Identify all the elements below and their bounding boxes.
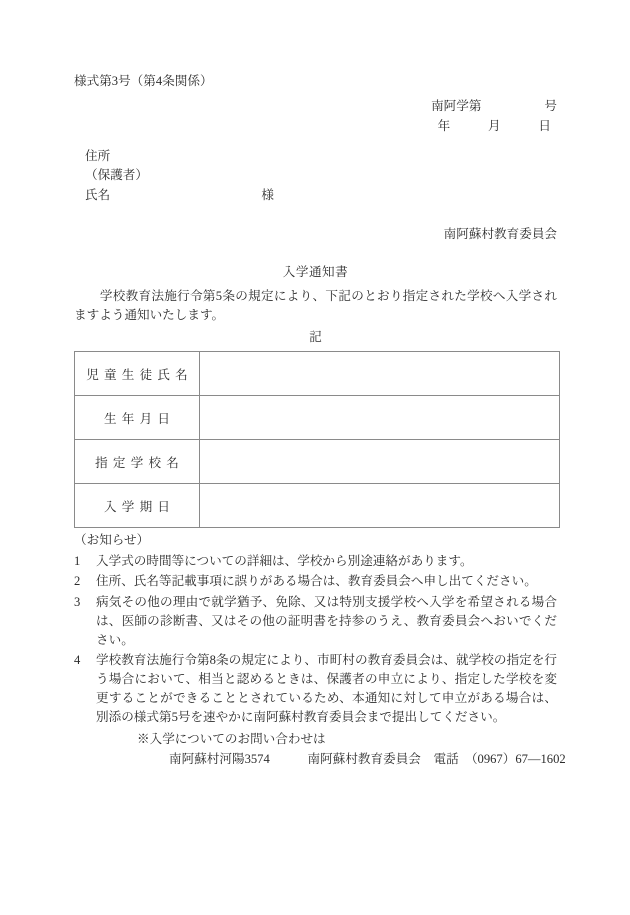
document-date: 年 月 日: [437, 119, 551, 134]
issuer-name: 南阿蘇村教育委員会: [443, 226, 557, 241]
row-value-child-name[interactable]: [200, 351, 560, 395]
document-title: 入学通知書: [282, 265, 349, 280]
ki-mark: 記: [309, 330, 322, 345]
body-paragraph: 学校教育法施行令第5条の規定により、下記のとおり指定された学校へ入学されますよう通知いたします。: [74, 288, 557, 322]
recipient-name-line: 氏名 様: [85, 187, 274, 202]
table-row: [75, 395, 560, 439]
notice-number: 3: [74, 594, 81, 609]
row-label-child-name: 児童生徒氏名: [75, 351, 200, 395]
row-label-birth-date: 生年月日: [75, 395, 200, 439]
addressee-block: [74, 150, 557, 202]
notice-number: 1: [74, 554, 81, 569]
row-value-designated-school[interactable]: [200, 439, 560, 483]
notice-text: 住所、氏名等記載事項に誤りがある場合は、教育委員会へ申し出てください。: [96, 574, 537, 589]
notices-section: [74, 534, 557, 728]
document-meta: [74, 100, 557, 133]
table-row: [75, 483, 560, 527]
address-label: 住所: [85, 148, 111, 163]
notice-number: 2: [74, 574, 81, 589]
notice-item: [74, 651, 557, 728]
row-value-birth-date[interactable]: [200, 395, 560, 439]
notice-item: [74, 552, 557, 571]
document-number: 南阿学第 号: [431, 98, 557, 113]
form-number: 様式第3号（第4条関係）: [74, 74, 213, 88]
notices-heading: （お知らせ）: [74, 532, 150, 547]
row-label-designated-school: 指定学校名: [75, 439, 200, 483]
table-row: [75, 351, 560, 395]
notice-text: 学校教育法施行令第8条の規定により、市町村の教育委員会は、就学校の指定を行う場合において、相当と認めるときは、保護者の申立により、指定した学校を変更することができることとされているため、本通知に対して申立がある場合は、別添の様式第5号を速やかに南阿蘇村教育委員会まで提出してください。: [96, 652, 557, 725]
guardian-label: （保護者）: [85, 168, 148, 183]
row-value-entrance-date[interactable]: [200, 483, 560, 527]
contact-block: [74, 730, 566, 768]
notice-item: [74, 572, 557, 591]
contact-details: 南阿蘇村河陽3574 南阿蘇村教育委員会 電話 （0967）67—1602: [169, 751, 566, 766]
table-row: [75, 439, 560, 483]
notice-number: 4: [74, 652, 81, 667]
notice-text: 入学式の時間等についての詳細は、学校から別途連絡があります。: [96, 554, 473, 569]
notice-text: 病気その他の理由で就学猶予、免除、又は特別支援学校へ入学を希望される場合は、医師の診断書、又はその他の証明書を持参のうえ、教育委員会へおいでください。: [96, 594, 557, 647]
row-label-entrance-date: 入学期日: [75, 483, 200, 527]
contact-heading: ※入学についてのお問い合わせは: [137, 732, 326, 747]
enrollment-table: [74, 351, 560, 528]
notice-item: [74, 593, 557, 650]
